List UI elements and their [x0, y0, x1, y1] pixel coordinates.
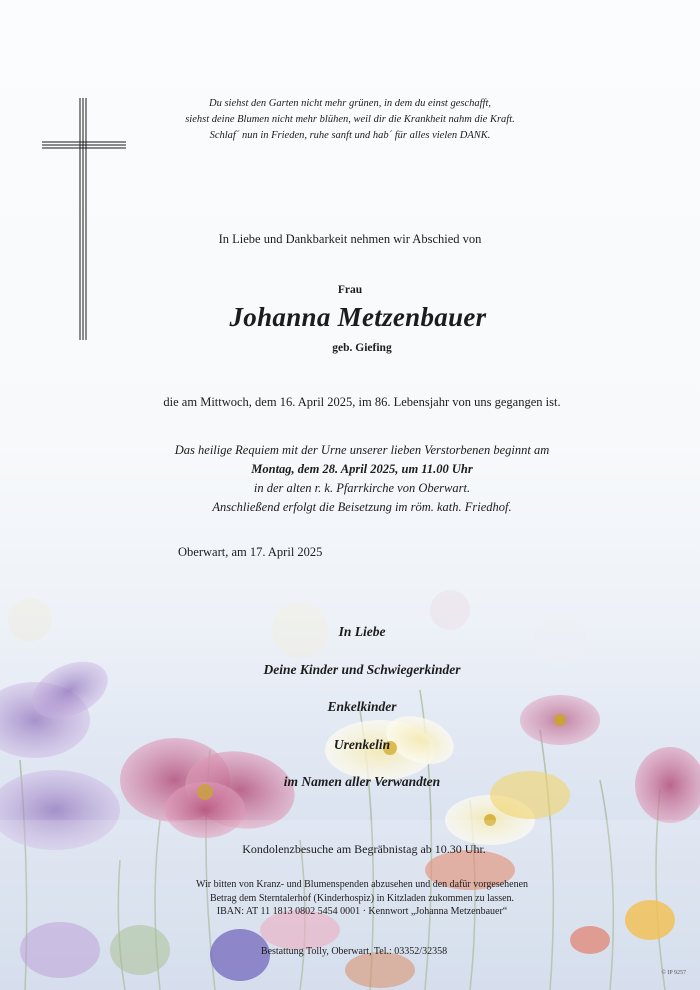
salutation: Frau	[337, 284, 363, 296]
poem-line: siehst deine Blumen nicht mehr blühen, weil dir die Krankheit nahm die Kraft.	[185, 114, 515, 125]
requiem-line: Das heilige Requiem mit der Urne unserer lieben Verstorbenen beginnt am	[174, 443, 550, 457]
mourner-line: In Liebe	[338, 624, 386, 639]
donation-line: Wir bitten von Kranz- und Blumenspenden abzusehen und den dafür vorgesehenen	[195, 879, 529, 890]
requiem-info	[12, 441, 700, 517]
mourner-line: Enkelkinder	[327, 699, 397, 714]
print-code: © IP 9257	[661, 970, 686, 976]
death-notice: die am Mittwoch, dem 16. April 2025, im 86. Lebensjahr von uns gegangen ist.	[163, 395, 561, 409]
condolence-note: Kondolenzbesuche am Begräbnistag ab 10.30 Uhr.	[242, 842, 486, 856]
donation-request	[12, 878, 700, 919]
requiem-line: in der alten r. k. Pfarrkirche von Oberwart.	[253, 481, 471, 495]
poem-line: Du siehst den Garten nicht mehr grünen, in dem du einst geschafft,	[208, 98, 491, 109]
donation-line: Betrag dem Sterntalerhof (Kinderhospiz) in Kitzladen zukommen zu lassen.	[209, 892, 515, 904]
requiem-line: Anschließend erfolgt die Beisetzung im röm. kath. Friedhof.	[212, 500, 512, 514]
intro-text: In Liebe und Dankbarkeit nehmen wir Abschied von	[218, 232, 482, 246]
maiden-name: geb. Giefing	[332, 342, 392, 354]
donation-line: IBAN: AT 11 1813 0802 5454 0001 · Kennwort „Johanna Metzenbauer“	[216, 906, 508, 917]
mourner-line: im Namen aller Verwandten	[283, 774, 441, 789]
deceased-name: Johanna Metzenbauer	[229, 302, 487, 332]
place-date: Oberwart, am 17. April 2025	[178, 545, 323, 559]
poem	[0, 96, 700, 144]
requiem-date: Montag, dem 28. April 2025, um 11.00 Uhr	[251, 462, 473, 476]
mourner-line: Urenkelin	[333, 736, 391, 752]
mourner-line: Deine Kinder und Schwiegerkinder	[263, 661, 461, 677]
poem-line: Schlaf´ nun in Frieden, ruhe sanft und hab´ für alles vielen DANK.	[209, 130, 491, 141]
mourners-list	[12, 624, 700, 812]
undertaker-info: Bestattung Tolly, Oberwart, Tel.: 03352/32358	[260, 946, 448, 957]
